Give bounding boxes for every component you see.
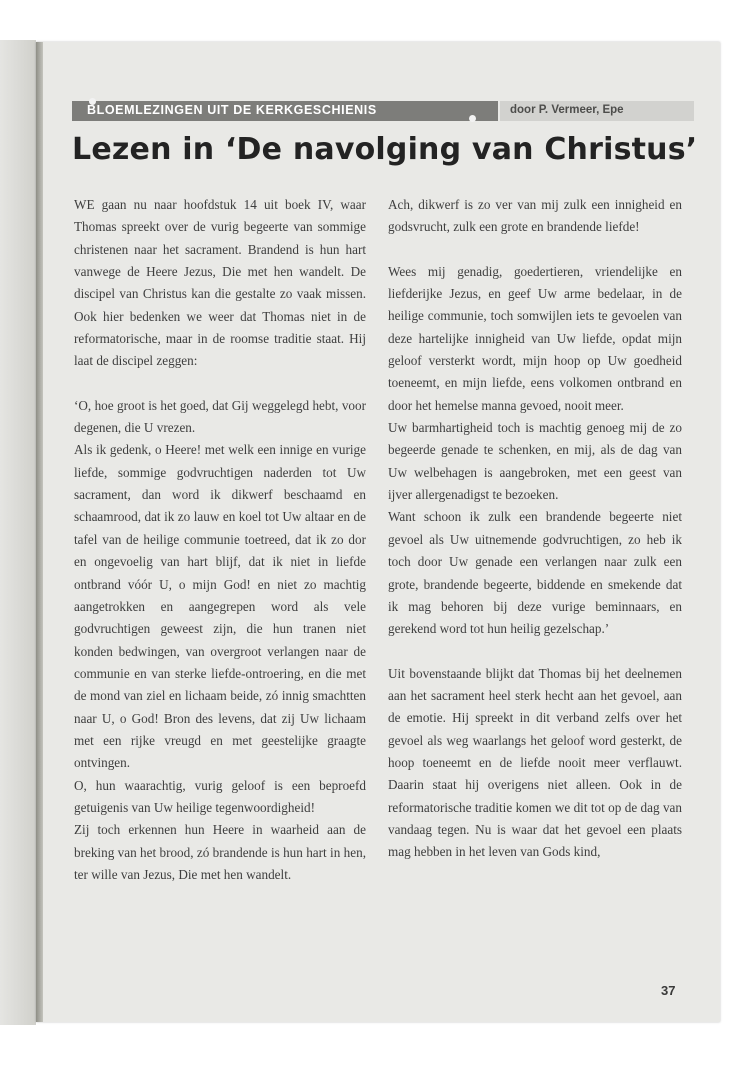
paragraph: Ach, dikwerf is zo ver van mij zulk een innigheid en godsvrucht, zulk een grote en brandende liefde! <box>388 197 682 235</box>
paragraph: Zij toch erkennen hun Heere in waarheid aan de breking van het brood, zó brandende is hun hart in hen, ter wille van Jezus, Die met hen wandelt. <box>74 822 366 882</box>
paragraph: WE gaan nu naar hoofdstuk 14 uit boek IV, waar Thomas spreekt over de vurig begeerte van sommige christenen naar het sacrament. Brandend is hun hart vanwege de Heere Jezus, Die met hen wandelt. De discipel van Christus kan die gestalte zo vaak missen. Ook hier bedenken we weer dat Thomas niet in de reformatorische, maar in de roomse traditie staat. Hij laat de discipel zeggen: <box>74 197 366 369</box>
author-byline: door P. Vermeer, Epe <box>510 104 624 116</box>
paragraph: Als ik gedenk, o Heere! met welk een innige en vurige liefde, sommige godvruchtigen naderden tot Uw sacrament, dan word ik dikwerf beschaamd en schaamrood, dat ik zo lauw en koel tot Uw altaar en de tafel van de heilige communie toetreed, dat ik zo dor en ongevoelig van hart blijf, dat ik niet in liefde ontbrand vóór U, o mijn God! en niet zo machtig aangetrokken en aangegrepen word als vele godvruchtigen geweest zijn, die hun tranen niet konden bedwingen, van overgroot verlangen naar de communie en van sterke liefde-ontroering, en die met de mond van ziel en lichaam beide, zó innig smachtten naar U, o God! Bron des levens, dat zij Uw lichaam met een rijke vreugd en met geestelijke graagte ontvingen. <box>74 442 366 771</box>
article-title: Lezen in ‘De navolging van Christus’ <box>72 132 698 167</box>
paragraph: O, hun waarachtig, vurig geloof is een beproefd getuigenis van Uw heilige tegenwoordigheid! <box>74 777 366 815</box>
paragraph: Wees mij genadig, goedertieren, vriendelijke en liefderijke Jezus, en geef Uw arme bedelaar, in de heilige communie, toch somwijlen iets te gevoelen van deze hartelijke innigheid van Uw liefde, opdat mijn geloof versterkt wordt, mijn hoop op Uw goedheid toeneemt, en mijn liefde, eens volkomen ontbrand en door het hemelse manna gevoed, nooit meer. <box>388 263 682 413</box>
paragraph: Want schoon ik zulk een brandende begeerte niet gevoel als Uw uitnemende godvruchtigen, zo heb ik toch door Uw genade een verlangen naar zulk een grote, brandende begeerte, biddende en smekende dat ik mag behoren bij deze vurige beminnaars, en gerekend word tot hun heilig gezelschap.’ <box>388 509 682 637</box>
column-left <box>74 194 366 886</box>
page-gutter <box>36 42 43 1022</box>
paragraph: Uit bovenstaande blijkt dat Thomas bij het deelnemen aan het sacrament heel sterk hecht aan het gevoel, aan de emotie. Hij spreekt in dit verband zelfs over het gevoel als weg waarlangs het geloof word gesterkt, de hoop toeneemt en de liefde nooit meer verflauwt. Daarin staat hij overigens niet alleen. Ook in de reformatorische traditie komen we dit tot op de dag van vandaag tegen. Nu is waar dat het gevoel een plaats mag hebben in het leven van Gods kind, <box>388 665 682 860</box>
section-header: BLOEMLEZINGEN UIT DE KERKGESCHIENIS <box>87 103 377 117</box>
paragraph: Uw barmhartigheid toch is machtig genoeg mij de zo begeerde genade te schenken, en mij, als de dag van Uw welbehagen is aangebroken, met een geest van ijver allergenadigst te bezoeken. <box>388 420 682 503</box>
paragraph: ‘O, hoe groot is het goed, dat Gij weggelegd hebt, voor degenen, die U vrezen. <box>74 397 366 436</box>
column-right <box>388 194 682 864</box>
book-spine-left <box>0 40 36 1025</box>
page-number: 37 <box>661 983 676 998</box>
